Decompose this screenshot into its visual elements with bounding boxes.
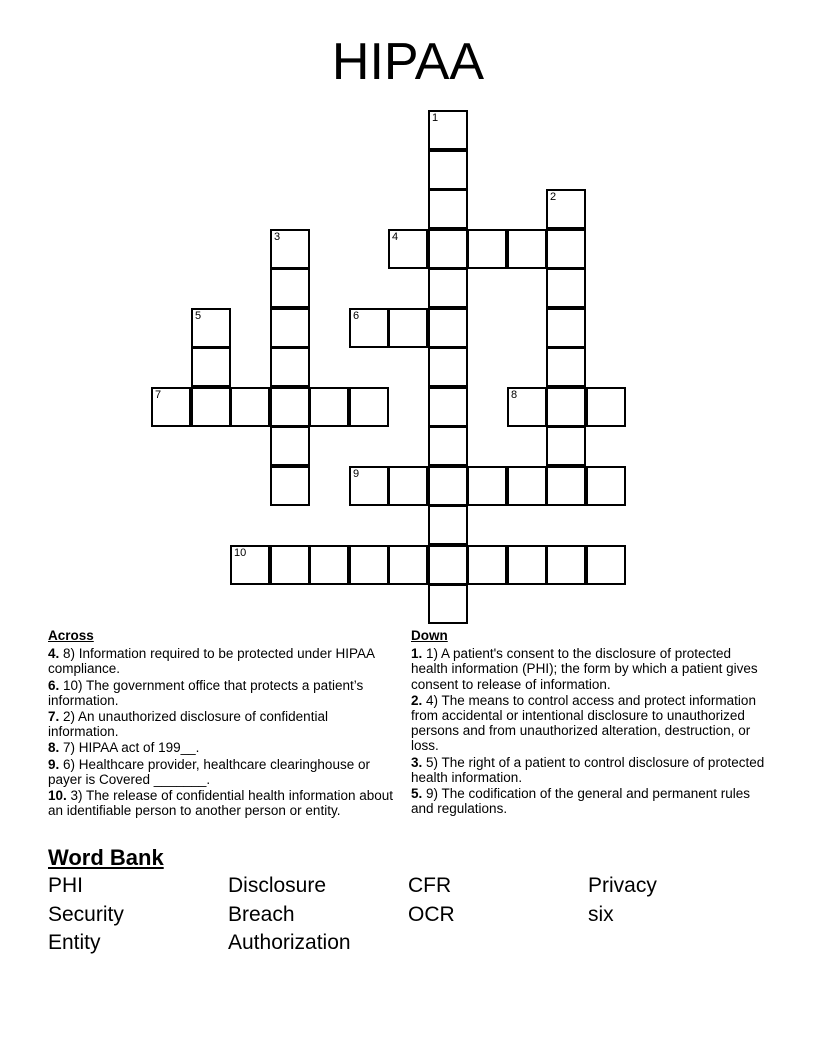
puzzle-title: HIPAA xyxy=(331,33,485,91)
grid-cell[interactable] xyxy=(388,466,428,506)
grid-cell[interactable] xyxy=(191,308,231,348)
grid-cell[interactable] xyxy=(428,268,468,308)
clue-across-8: 8. 7) HIPAA act of 199__. xyxy=(48,740,200,756)
grid-cell[interactable] xyxy=(428,189,468,229)
clue-number: 4 xyxy=(392,231,399,243)
grid-cell[interactable] xyxy=(270,308,310,348)
grid-cell[interactable] xyxy=(546,308,586,348)
word-bank-item: OCR xyxy=(408,902,455,926)
grid-cell[interactable] xyxy=(428,505,468,545)
grid-cell[interactable] xyxy=(191,387,231,427)
grid-cell[interactable] xyxy=(546,545,586,585)
grid-cell[interactable] xyxy=(270,387,310,427)
grid-cell[interactable] xyxy=(546,347,586,387)
clue-number: 5 xyxy=(195,310,202,322)
grid-cell[interactable] xyxy=(467,545,507,585)
grid-cell[interactable] xyxy=(546,189,586,229)
grid-cell[interactable] xyxy=(270,466,310,506)
word-bank-item: CFR xyxy=(408,874,452,897)
clue-down-3: 3. 5) The right of a patient to control disclosure of protected health information. xyxy=(411,754,765,785)
grid-cell[interactable] xyxy=(507,387,547,427)
clue-across-10: 10. 3) The release of confidential health information about an identifiable person to another person or entity. xyxy=(48,788,394,819)
word-bank-item: Disclosure xyxy=(228,874,327,897)
grid-cell[interactable] xyxy=(309,387,349,427)
word-bank-item: PHI xyxy=(48,874,84,897)
clue-number: 2 xyxy=(550,191,557,203)
word-bank-item: Authorization xyxy=(228,931,351,954)
grid-cell[interactable] xyxy=(388,229,428,269)
word-bank-item: Breach xyxy=(228,902,295,926)
grid-cell[interactable] xyxy=(388,308,428,348)
grid-cell[interactable] xyxy=(270,426,310,466)
grid-cell[interactable] xyxy=(428,584,468,624)
clue-down-1: 1. 1) A patient's consent to the disclosure of protected health information (PHI); the form by which a patient gives consent to release of information. xyxy=(411,646,758,692)
grid-cell[interactable] xyxy=(546,387,586,427)
grid-cell[interactable] xyxy=(270,545,310,585)
grid-cell[interactable] xyxy=(349,545,389,585)
across-clues xyxy=(48,628,398,819)
clue-number: 9 xyxy=(353,468,360,480)
word-bank-item: Privacy xyxy=(588,874,657,897)
clue-number: 3 xyxy=(274,231,281,243)
clue-across-9: 9. 6) Healthcare provider, healthcare clearinghouse or payer is Covered _______. xyxy=(48,756,370,787)
grid-cell[interactable] xyxy=(428,387,468,427)
grid-cell[interactable] xyxy=(428,229,468,269)
grid-cell[interactable] xyxy=(428,308,468,348)
clue-number: 7 xyxy=(155,389,162,401)
grid-cell[interactable] xyxy=(270,268,310,308)
clue-down-5: 5. 9) The codification of the general and permanent rules and regulations. xyxy=(411,786,750,817)
grid-cell[interactable] xyxy=(507,466,547,506)
grid-cell[interactable] xyxy=(428,110,468,150)
grid-cell[interactable] xyxy=(349,387,389,427)
grid-cell[interactable] xyxy=(546,268,586,308)
grid-cell[interactable] xyxy=(428,466,468,506)
grid-cell[interactable] xyxy=(428,150,468,190)
grid-cell[interactable] xyxy=(507,229,547,269)
word-bank-item: six xyxy=(588,902,614,926)
grid-cell[interactable] xyxy=(349,308,389,348)
grid-cell[interactable] xyxy=(586,545,626,585)
grid-cell[interactable] xyxy=(586,387,626,427)
clue-down-2: 2. 4) The means to control access and protect information from accidental or intentional disclosure to unauthorized persons and from unauthorized alteration, destruction, or loss. xyxy=(411,692,756,754)
grid-cell[interactable] xyxy=(151,387,191,427)
grid-cell[interactable] xyxy=(428,347,468,387)
grid-cell[interactable] xyxy=(270,347,310,387)
grid-cell[interactable] xyxy=(230,387,270,427)
grid-cell[interactable] xyxy=(428,545,468,585)
word-bank-item: Security xyxy=(48,902,124,926)
grid-cell[interactable] xyxy=(586,466,626,506)
grid-cell[interactable] xyxy=(428,426,468,466)
grid-cell[interactable] xyxy=(230,545,270,585)
clue-across-4: 4. 8) Information required to be protected under HIPAA compliance. xyxy=(48,646,375,677)
grid-cell[interactable] xyxy=(467,466,507,506)
grid-cell[interactable] xyxy=(349,466,389,506)
word-bank xyxy=(48,845,768,958)
clue-number: 1 xyxy=(432,112,439,124)
clue-number: 6 xyxy=(353,310,360,322)
down-clues xyxy=(411,628,769,817)
grid-cell[interactable] xyxy=(309,545,349,585)
down-heading: Down xyxy=(411,628,448,643)
grid-cell[interactable] xyxy=(467,229,507,269)
word-bank-item: Entity xyxy=(48,931,101,954)
across-heading: Across xyxy=(48,628,94,643)
clue-across-7: 7. 2) An unauthorized disclosure of confidential information. xyxy=(48,709,328,740)
grid-cell[interactable] xyxy=(388,545,428,585)
grid-cell[interactable] xyxy=(270,229,310,269)
clue-across-6: 6. 10) The government office that protects a patient’s information. xyxy=(48,677,364,708)
grid-cell[interactable] xyxy=(191,347,231,387)
word-bank-heading: Word Bank xyxy=(48,845,164,870)
grid-cell[interactable] xyxy=(546,426,586,466)
grid-cell[interactable] xyxy=(546,229,586,269)
grid-cell[interactable] xyxy=(546,466,586,506)
grid-cell[interactable] xyxy=(507,545,547,585)
clue-number: 8 xyxy=(511,389,518,401)
word-bank-list xyxy=(48,872,768,958)
clue-number: 10 xyxy=(234,547,247,559)
